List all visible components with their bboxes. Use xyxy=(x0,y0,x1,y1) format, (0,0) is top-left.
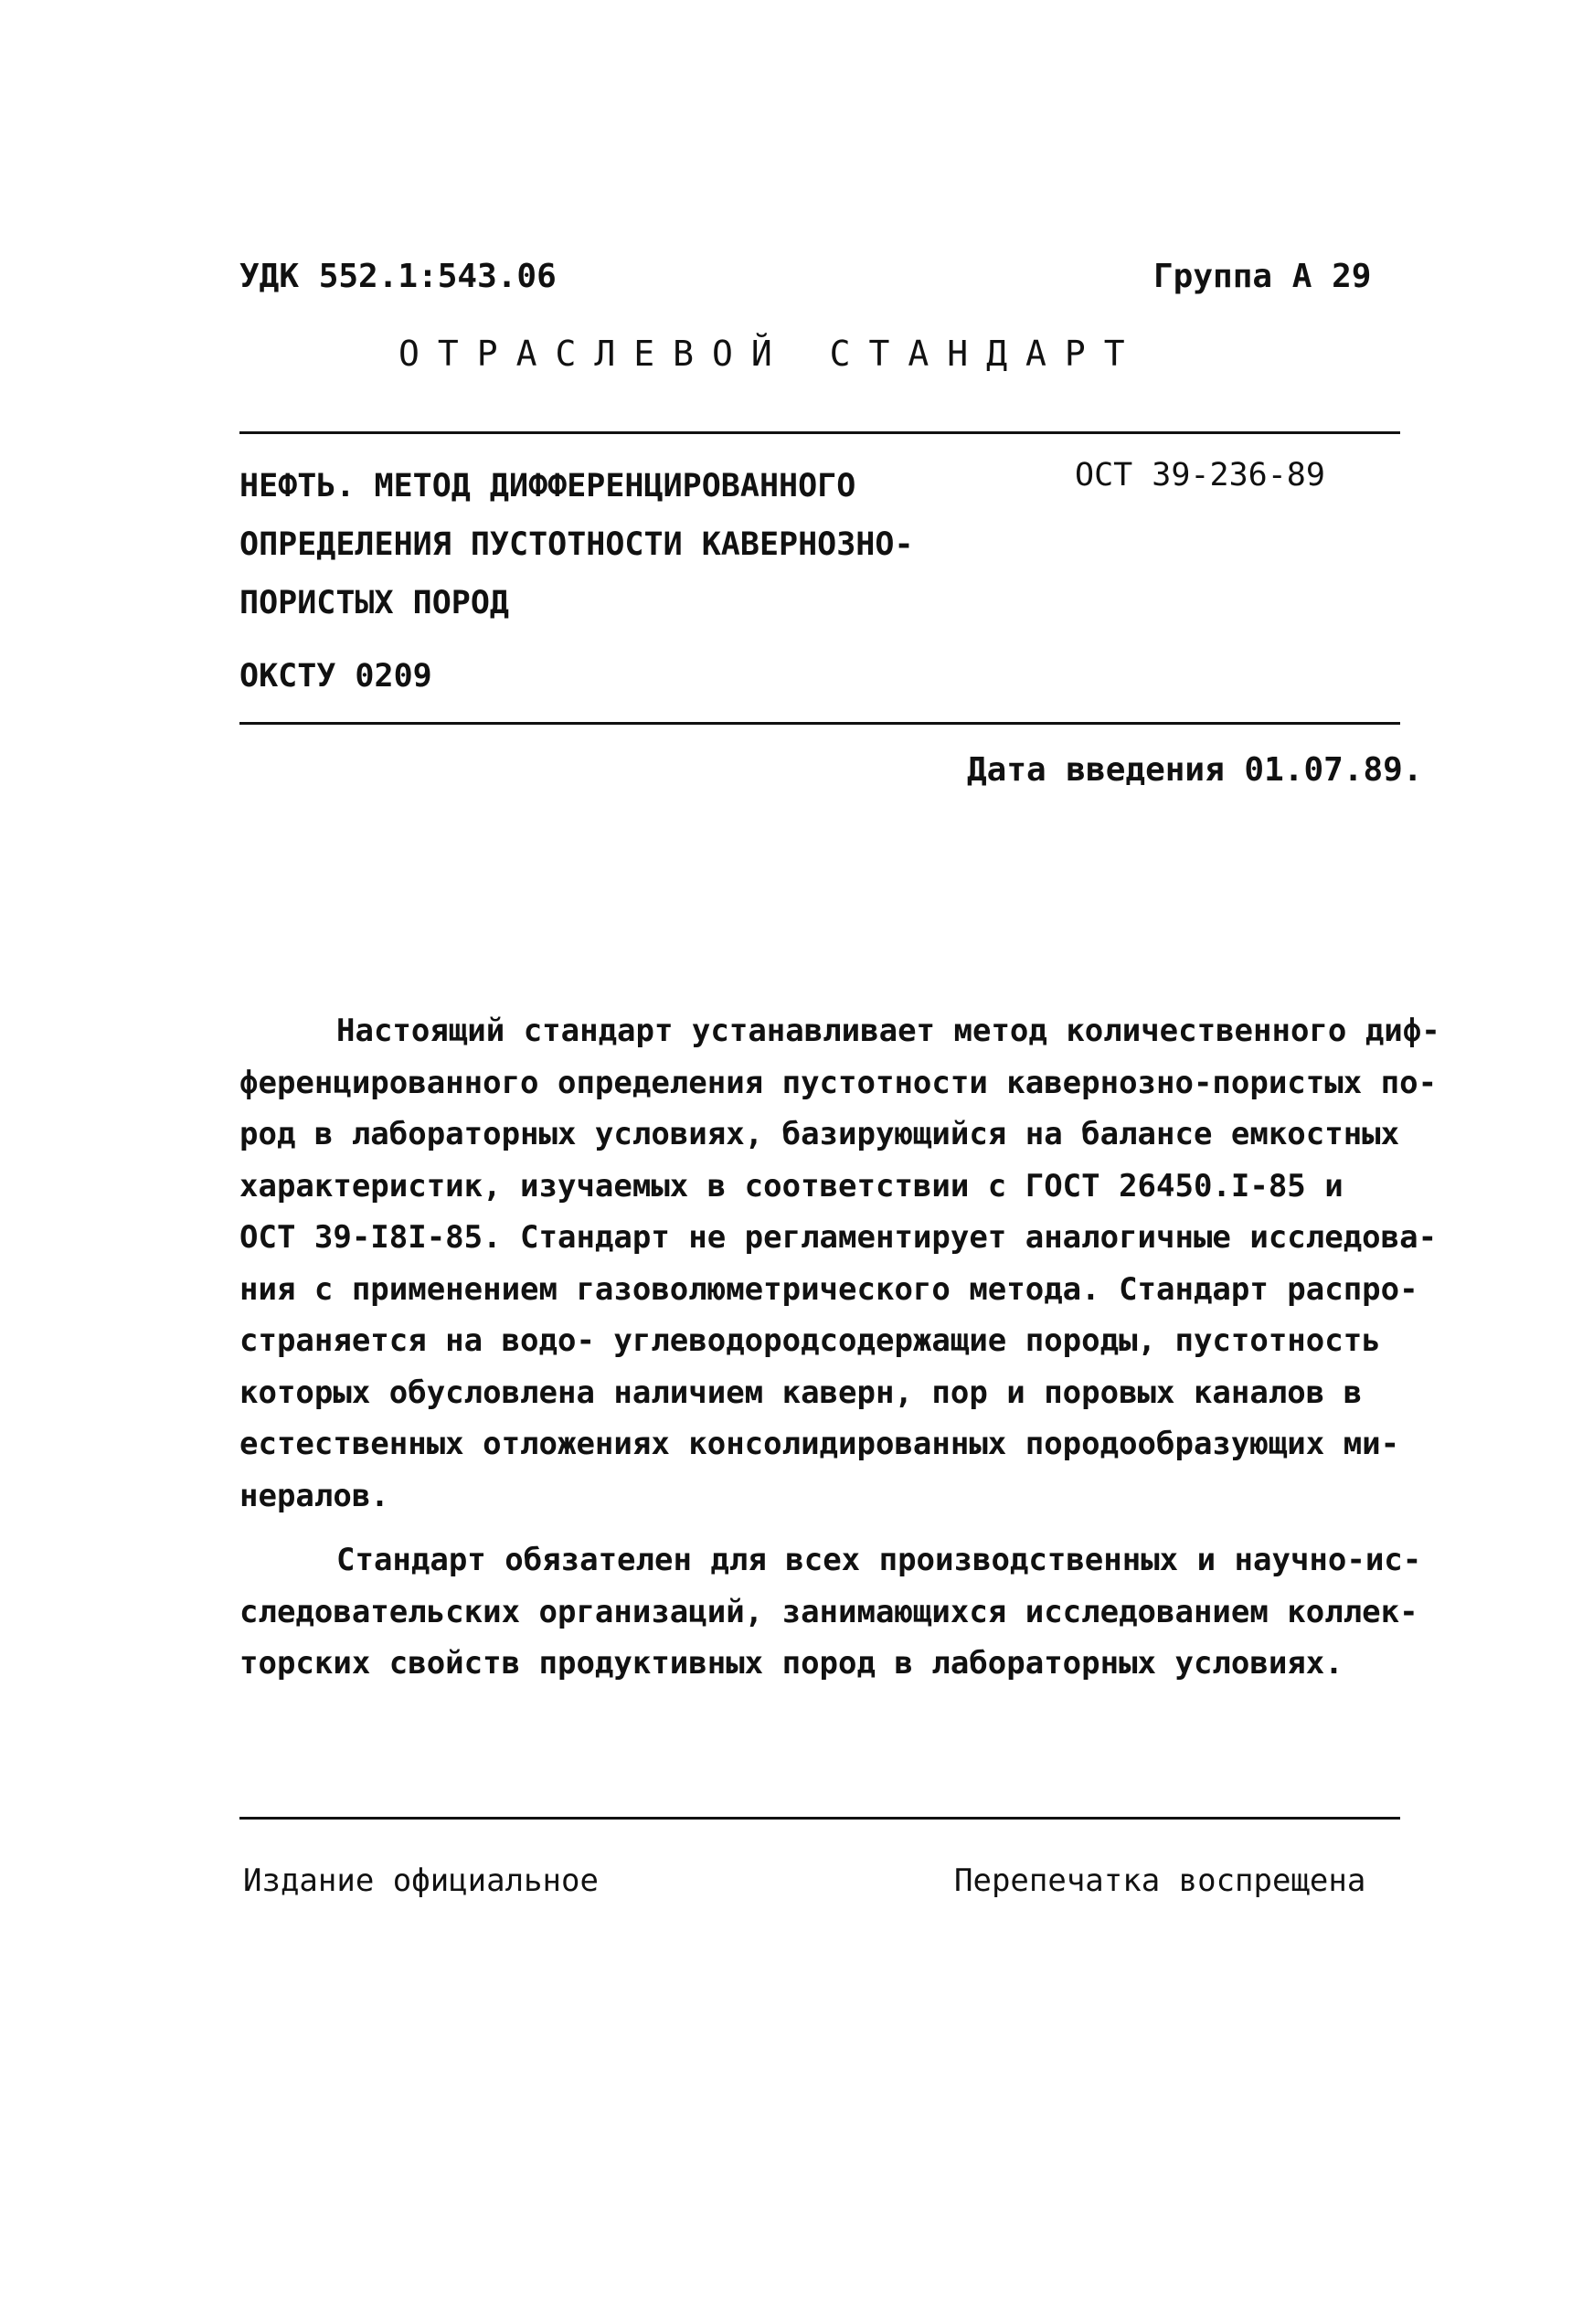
body-text xyxy=(239,1005,1440,1690)
body-line: род в лабораторных условиях, базирующийся на балансе емкостных xyxy=(239,1116,1400,1152)
body-line: следовательских организаций, занимающихся исследованием коллек- xyxy=(239,1593,1418,1630)
body-line: Настоящий стандарт устанавливает метод количественного диф- xyxy=(336,1013,1440,1049)
udk-code: УДК 552.1:543.06 xyxy=(239,258,557,295)
top-divider xyxy=(239,431,1400,434)
reprint-prohibited-note: Перепечатка воспрещена xyxy=(954,1862,1366,1899)
title-line: НЕФТЬ. МЕТОД ДИФФЕРЕНЦИРОВАННОГО xyxy=(239,468,856,504)
body-line: нералов. xyxy=(239,1477,389,1514)
body-line: ния с применением газоволюметрического метода. Стандарт распро- xyxy=(239,1270,1418,1308)
body-line: торских свойств продуктивных пород в лабораторных условиях. xyxy=(239,1645,1344,1682)
body-line: естественных отложениях консолидированных породообразующих ми- xyxy=(239,1426,1400,1462)
body-line: Стандарт обязателен для всех производственных и научно-ис- xyxy=(336,1542,1422,1578)
footer-divider xyxy=(239,1817,1400,1820)
okstu-code: ОКСТУ 0209 xyxy=(239,658,432,695)
title-line: ОПРЕДЕЛЕНИЯ ПУСТОТНОСТИ КАВЕРНОЗНО- xyxy=(239,526,914,563)
standard-designation: ОСТ 39-236-89 xyxy=(1075,457,1325,493)
body-line: которых обусловлена наличием каверн, пор и поровых каналов в xyxy=(239,1374,1363,1411)
document-title xyxy=(239,457,914,632)
group-code: Группа А 29 xyxy=(1153,258,1372,295)
official-edition-note: Издание официальное xyxy=(243,1862,599,1899)
body-line: характеристик, изучаемых в соответствии с ГОСТ 26450.I-85 и xyxy=(239,1167,1344,1204)
title-line: ПОРИСТЫХ ПОРОД xyxy=(239,585,510,621)
body-line: ференцированного определения пустотности кавернозно-пористых по- xyxy=(239,1064,1438,1101)
middle-divider xyxy=(239,722,1400,725)
body-line: ОСТ 39-I8I-85. Стандарт не регламентирует аналогичные исследова- xyxy=(239,1219,1438,1256)
standard-type-heading: ОТРАСЛЕВОЙ СТАНДАРТ xyxy=(398,334,1143,374)
introduction-date: Дата введения 01.07.89. xyxy=(967,751,1423,789)
body-line: страняется на водо- углеводородсодержащие породы, пустотность xyxy=(239,1322,1381,1359)
